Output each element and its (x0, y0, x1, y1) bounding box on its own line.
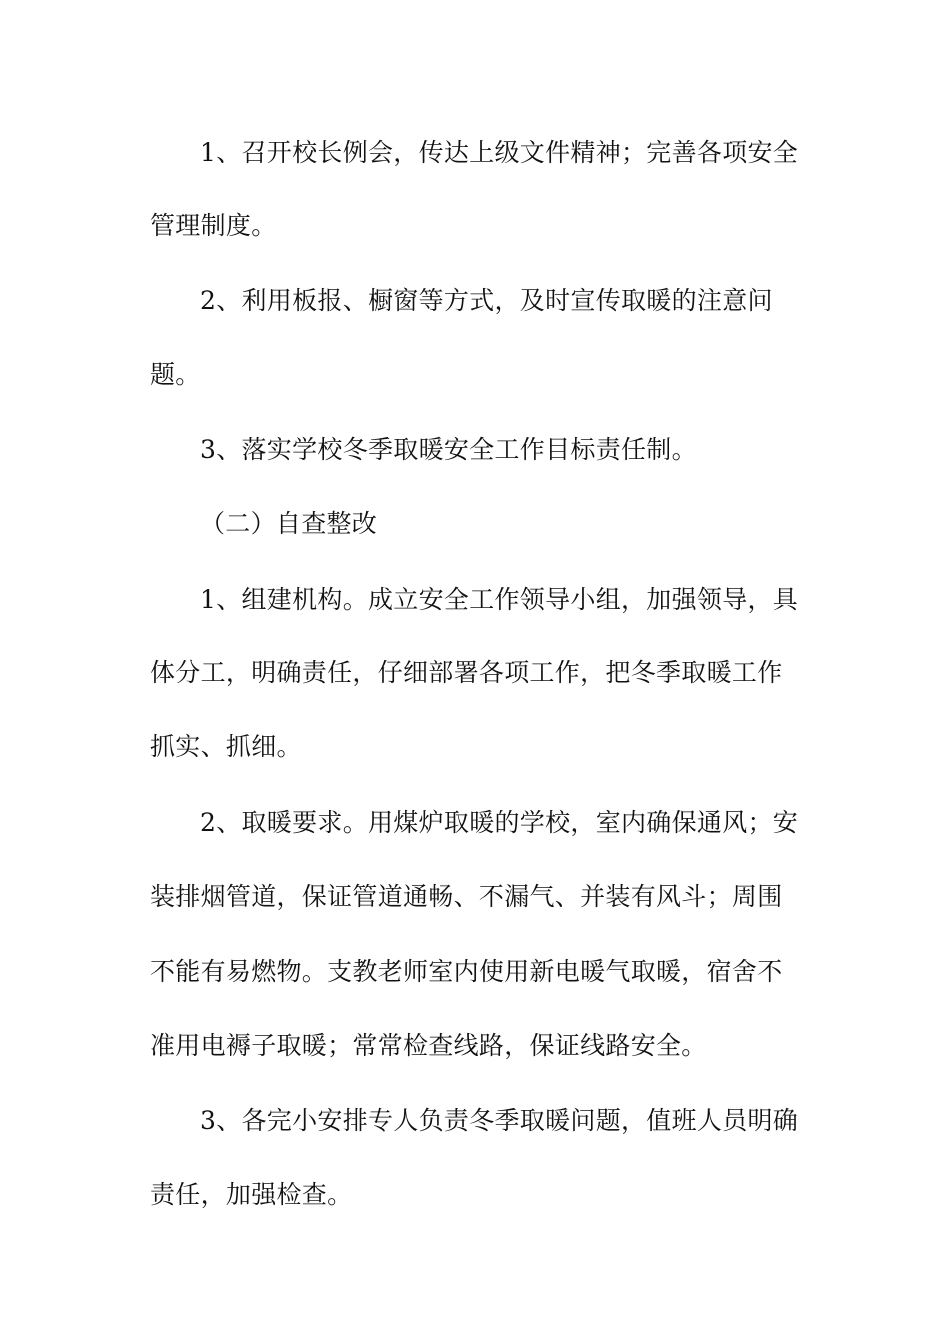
paragraph-5-line-1: 2、取暖要求。用煤炉取暖的学校，室内确保通风；安 (200, 808, 799, 837)
paragraph-2-line-1: 2、利用板报、橱窗等方式，及时宣传取暖的注意问 (200, 286, 773, 315)
paragraph-1-line-1: 1、召开校长例会，传达上级文件精神；完善各项安全 (200, 138, 799, 167)
section-heading: （二）自查整改 (200, 509, 378, 538)
paragraph-5-line-3: 不能有易燃物。支教老师室内使用新电暖气取暖，宿舍不 (150, 957, 783, 986)
paragraph-2-line-2: 题。 (150, 360, 201, 389)
paragraph-3-line-1: 3、落实学校冬季取暖安全工作目标责任制。 (200, 435, 697, 464)
paragraph-4-line-1: 1、组建机构。成立安全工作领导小组，加强领导，具 (200, 585, 799, 614)
paragraph-6-line-1: 3、各完小安排专人负责冬季取暖问题，值班人员明确 (200, 1106, 799, 1135)
paragraph-4-line-3: 抓实、抓细。 (150, 732, 302, 761)
paragraph-5-line-2: 装排烟管道，保证管道通畅、不漏气、并装有风斗；周围 (150, 882, 783, 911)
paragraph-4-line-2: 体分工，明确责任，仔细部署各项工作，把冬季取暖工作 (150, 658, 783, 687)
paragraph-6-line-2: 责任，加强检查。 (150, 1180, 353, 1209)
paragraph-1-line-2: 管理制度。 (150, 211, 277, 240)
paragraph-5-line-4: 准用电褥子取暖；常常检查线路，保证线路安全。 (150, 1031, 707, 1060)
